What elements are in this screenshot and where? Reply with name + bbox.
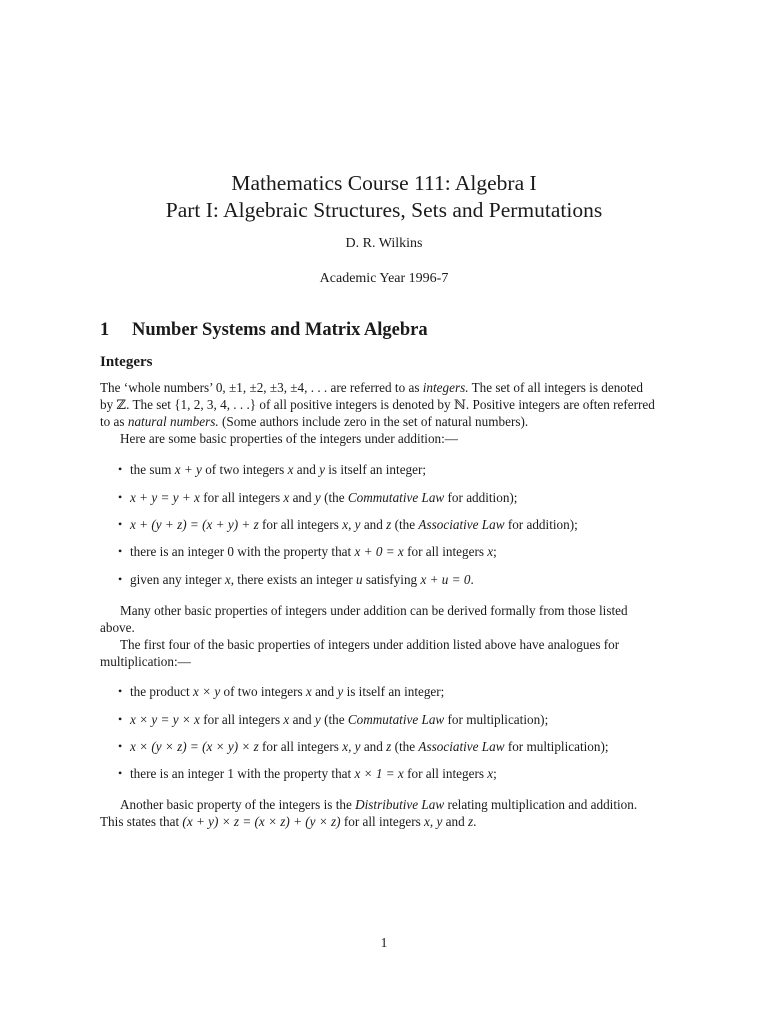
page-number: 1 — [380, 935, 388, 950]
text-line: to as natural numbers. (Some authors include zero in the set of natural numbers). — [100, 414, 529, 429]
paragraph-distributive — [100, 796, 668, 830]
paragraph-intro — [100, 379, 668, 447]
bullet-icon: • — [118, 517, 123, 531]
bullet-icon: • — [118, 462, 123, 476]
text-line: Here are some basic properties of the integers under addition:— — [120, 431, 458, 446]
document-subtitle: Part I: Algebraic Structures, Sets and Permutations — [165, 198, 603, 222]
bullet-icon: • — [118, 739, 123, 753]
subsection-heading: Integers — [100, 354, 153, 370]
bullet-icon: • — [118, 572, 123, 586]
bullet-icon: • — [118, 684, 123, 698]
bullet-icon: • — [118, 490, 123, 504]
text-line: The ‘whole numbers’ 0, ±1, ±2, ±3, ±4, . . . are referred to as integers. The set of all integers is denoted — [100, 380, 644, 395]
bullet-icon: • — [118, 712, 123, 726]
author: D. R. Wilkins — [345, 236, 423, 251]
paragraph-analogues — [100, 602, 668, 670]
text-line: by ℤ. The set {1, 2, 3, 4, . . .} of all positive integers is denoted by ℕ. Positive integers are often referred — [100, 397, 655, 412]
text-line: above. — [100, 620, 135, 635]
academic-year: Academic Year 1996-7 — [319, 271, 449, 286]
text-line: This states that (x + y) × z = (x × z) + (y × z) for all integers x, y and z. — [100, 814, 477, 829]
text-line: Many other basic properties of integers under addition can be derived formally from those listed — [120, 603, 628, 618]
text-line: Another basic property of the integers is the Distributive Law relating multiplication and addition. — [120, 797, 638, 812]
section-title: Number Systems and Matrix Algebra — [132, 320, 428, 340]
text-line: multiplication:— — [100, 654, 191, 669]
section-number: 1 — [100, 320, 110, 340]
text-line: The first four of the basic properties of integers under addition listed above have analogues for — [120, 637, 620, 652]
section-heading — [100, 320, 428, 341]
document-page: Mathematics Course 111: Algebra I Part I: Algebraic Structures, Sets and Permutations D. R. Wilkins Academic Year 1996-7 1 Number Systems and Matrix Algebra Integers The ‘whole numbers’ 0, ±1, ±2, ±3, ±4, . . . are referred to as integers. The set of all integers is denoted by ℤ. The set {1, 2, 3, 4, . . .} of all positive integers is denoted by ℕ. Positive integers are often referred to as natural numbers. (Some authors include zero in the set of natural numbers). Here are some basic properties of the integers under addition:— • the sum x + y of two integers x and y is itself an integer; • x + y = y + x for all integers x and y (the Commutative Law for addition); • x + (y + z) = (x + y) + z for all integers x, y and z (the Associative Law for addition); • there is an integer 0 with the property that x + 0 = x for all integers x; • given any integer x, there exists an integer u satisfying x + u = 0. Many other basic properties of integers under addition can be derived formally from those listed above. The first four of the basic properties of integers under addition listed above have analogues for multiplication:— • the product x × y of two integers x and y is itself an integer; • x × y = y × x for all integers x and y (the Commutative Law for multiplication); • x × (y × z) = (x × y) × z for all integers x, y and z (the Associative Law for multiplication); • there is an integer 1 with the property that x × 1 = x for all integers x; Another basic property of the integers is the Distributive Law relating multiplication and addition. This states that (x + y) × z = (x × z) + (y × z) for all integers x, y and z. 1 — [0, 0, 768, 1024]
bullet-icon: • — [118, 544, 123, 558]
bullet-icon: • — [118, 766, 123, 780]
document-title: Mathematics Course 111: Algebra I — [231, 171, 537, 195]
